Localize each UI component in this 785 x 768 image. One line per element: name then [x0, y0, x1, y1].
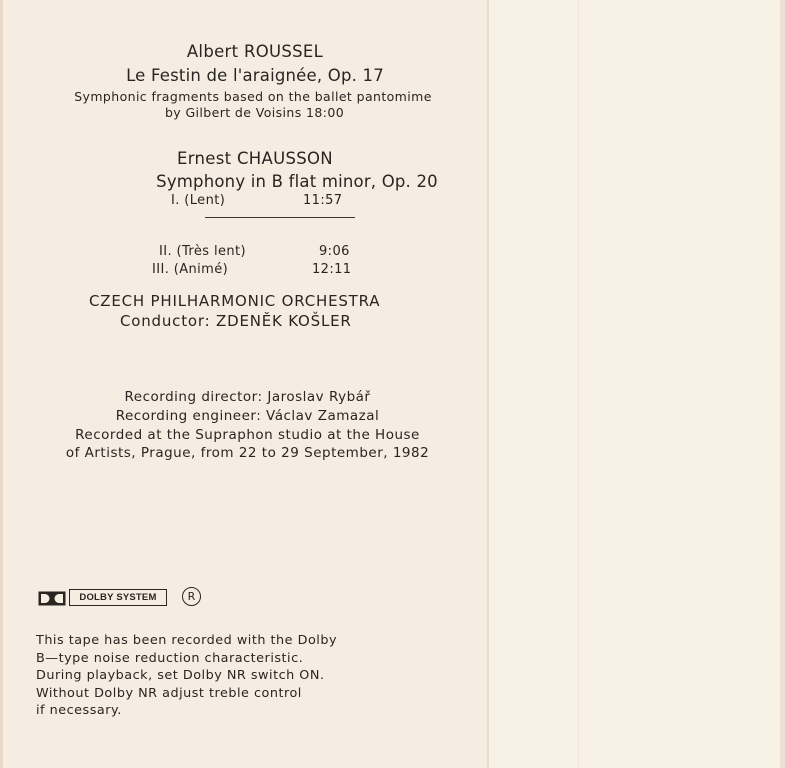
- recording-director: Recording director: Jaroslav Rybář: [124, 389, 371, 405]
- notice-line-3: During playback, set Dolby NR switch ON.: [36, 668, 325, 683]
- movement-3-duration: 12:11: [312, 262, 352, 277]
- recording-location-1: Recorded at the Supraphon studio at the House: [75, 427, 420, 443]
- crease-line: [578, 0, 579, 768]
- recording-location-2: of Artists, Prague, from 22 to 29 September, 1982: [65, 445, 430, 461]
- dolby-system-badge: [69, 589, 167, 606]
- dolby-double-d-icon: [38, 591, 66, 606]
- divider-rule: [205, 217, 355, 218]
- orchestra-name: CZECH PHILHARMONIC ORCHESTRA: [89, 292, 381, 310]
- right-panel: [489, 0, 785, 768]
- registered-mark-icon: R: [182, 587, 201, 606]
- chausson-work-title: Symphony in B flat minor, Op. 20: [156, 172, 438, 191]
- notice-line-2: B—type noise reduction characteristic.: [36, 651, 304, 666]
- notice-line-4: Without Dolby NR adjust treble control: [36, 686, 302, 701]
- movement-2-duration: 9:06: [319, 244, 350, 259]
- roussel-subtitle-2: by Gilbert de Voisins 18:00: [164, 105, 345, 120]
- roussel-composer: Albert ROUSSEL: [186, 42, 324, 61]
- recording-engineer: Recording engineer: Václav Zamazal: [115, 408, 380, 424]
- notice-line-1: This tape has been recorded with the Dolby: [36, 633, 338, 648]
- movement-2-label: II. (Très lent): [159, 244, 247, 259]
- movement-1-duration: 11:57: [303, 193, 343, 208]
- right-edge: [780, 0, 785, 768]
- chausson-composer: Ernest CHAUSSON: [177, 149, 333, 168]
- roussel-work-title: Le Festin de l'araignée, Op. 17: [126, 66, 384, 85]
- dolby-system-label: DOLBY SYSTEM: [79, 592, 157, 603]
- notice-line-5: if necessary.: [36, 703, 122, 718]
- movement-3-label: III. (Animé): [152, 262, 229, 277]
- roussel-subtitle-1: Symphonic fragments based on the ballet pantomime: [74, 89, 432, 104]
- movement-1-label: I. (Lent): [171, 193, 226, 208]
- conductor-name: Conductor: ZDENĚK KOŠLER: [120, 312, 352, 330]
